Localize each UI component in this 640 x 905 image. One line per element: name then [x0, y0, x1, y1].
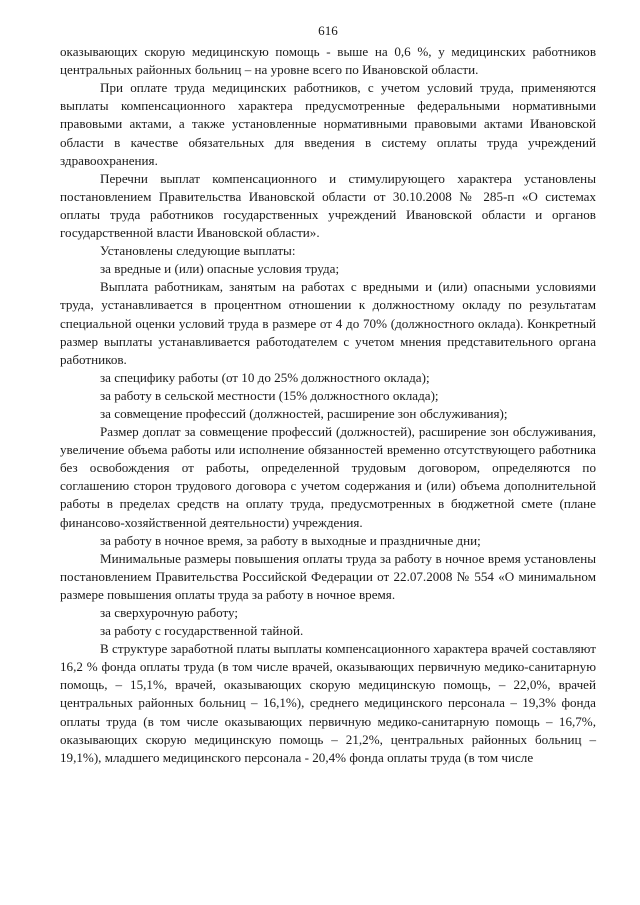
paragraph-salary-structure: В структуре заработной платы выплаты компенсационного характера врачей составляют 16,2 % фонда оплаты труда (в том числе врачей, оказывающих первичную медико-санитарную помощь, – 15,1%, врачей, оказывающих скорую медицинскую помощь, – 22,0%, врачей центральных районных больниц – 16,1%), среднего медицинского персонала – 19,3% фонда оплаты труда (в том числе оказывающих первичную медико-санитарную помощь – 16,7%, оказывающих скорую медицинскую помощь – 21,2%, центральных районных больниц – 19,1%), младшего медицинского персонала - 20,4% фонда оплаты труда (в том числе: [60, 641, 596, 765]
list-item-night-weekend-work: за работу в ночное время, за работу в выходные и праздничные дни;: [100, 532, 481, 548]
paragraph-night-work-minimum: Минимальные размеры повышения оплаты труда за работу в ночное время установлены постановлением Правительства Российской Федерации от 22.07.2008 № 554 «О минимальном размере повышения оплаты труда за работу в ночное время.: [60, 550, 596, 602]
document-page: [60, 22, 596, 767]
list-item-work-specifics: за специфику работы (от 10 до 25% должностного оклада);: [100, 369, 430, 385]
list-item-state-secret: за работу с государственной тайной.: [100, 623, 304, 639]
paragraph-compensation-payments: При оплате труда медицинских работников, с учетом условий труда, применяются выплаты компенсационного характера предусмотренные федеральными нормативными правовыми актами, а также установленные нормативными правовыми актами Ивановской области в качестве обязательных для введения в систему оплаты труда учреждений здравоохранения.: [60, 80, 596, 168]
page-number: 616: [318, 23, 338, 38]
paragraph-harmful-conditions-payment: Выплата работникам, занятым на работах с вредными и (или) опасными условиями труда, устанавливается в процентном отношении к должностному окладу по результатам специальной оценки условий труда в размере от 4 до 70% (должностного оклада). Конкретный размер выплаты устанавливается работодателем с учетом мнения представительного органа работников.: [60, 279, 596, 367]
paragraph-payment-lists: Перечни выплат компенсационного и стимулирующего характера установлены постановлением Правительства Ивановской области от 30.10.2008 № 285-п «О системах оплаты труда работников государственных учреждений Ивановской области и органов государственной власти Ивановской области».: [60, 170, 596, 241]
paragraph-established-payments: Установлены следующие выплаты:: [100, 243, 296, 259]
list-item-overtime: за сверхурочную работу;: [100, 605, 239, 620]
list-item-rural-work: за работу в сельской местности (15% должностного оклада);: [100, 387, 439, 403]
list-item-harmful-conditions: за вредные и (или) опасные условия труда;: [100, 261, 340, 277]
paragraph-continuation: оказывающих скорую медицинскую помощь - выше на 0,6 %, у медицинских работников центральных районных больниц – на уровне всего по Ивановской области.: [60, 44, 596, 78]
paragraph-combining-professions-payment: Размер доплат за совмещение профессий (должностей), расширение зон обслуживания, увеличение объема работы или исполнение обязанностей временно отсутствующего работника без освобождения от работы, определенной трудовым договором, определяются по соглашению сторон трудового договора с учетом содержания и (или) объема дополнительной работы в пределах средств на оплату труда, предусмотренных в бюджетной смете (плане финансово-хозяйственной деятельности) учреждения.: [60, 424, 596, 530]
list-item-combining-professions: за совмещение профессий (должностей, расширение зон обслуживания);: [100, 405, 508, 421]
